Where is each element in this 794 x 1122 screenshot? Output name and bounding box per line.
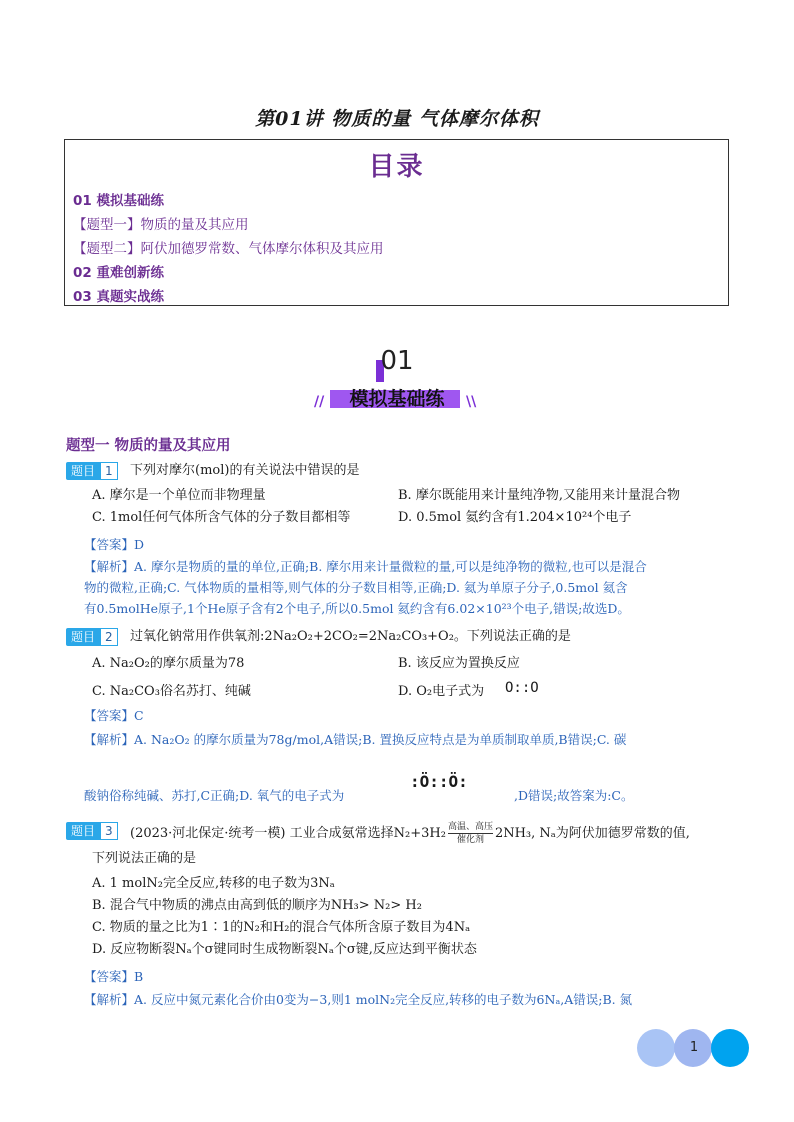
badge-number: 1 xyxy=(100,462,118,480)
toc-heading: 目录 xyxy=(368,152,425,182)
section-left-deco: // xyxy=(314,394,325,410)
question-badge xyxy=(66,822,118,840)
answer: 【答案】B xyxy=(84,969,144,984)
option-b: B. 混合气中物质的沸点由高到低的顺序为NH₃> N₂> H₂ xyxy=(92,898,422,913)
page-bubble-decor xyxy=(711,1029,749,1067)
option-c: C. 1mol任何气体所含气体的分子数目都相等 xyxy=(92,510,351,525)
option-d: D. O₂电子式为 xyxy=(398,684,485,699)
page-number: 1 xyxy=(689,1040,699,1055)
option-a: A. 1 molN₂完全反应,转移的电子数为3Nₐ xyxy=(92,876,335,891)
badge-label: 题目 xyxy=(66,822,100,840)
question-stem-line2: 下列说法正确的是 xyxy=(92,851,197,866)
option-c: C. Na₂CO₃俗名苏打、纯碱 xyxy=(92,684,251,699)
answer: 【答案】D xyxy=(84,537,145,552)
option-c: C. 物质的量之比为1∶1的N₂和H₂的混合气体所含原子数目为4Nₐ xyxy=(92,920,471,935)
option-d: D. 反应物断裂Nₐ个σ键同时生成物断裂Nₐ个σ键,反应达到平衡状态 xyxy=(92,942,477,957)
explanation-line: 【解析】A. Na₂O₂ 的摩尔质量为78g/mol,A错误;B. 置换反应特点是为单质制取单质,B错误;C. 碳 xyxy=(84,732,627,747)
option-b: B. 该反应为置换反应 xyxy=(398,656,520,671)
option-a: A. Na₂O₂的摩尔质量为78 xyxy=(92,656,245,671)
section-right-deco: \\ xyxy=(466,394,477,410)
badge-label: 题目 xyxy=(66,628,100,646)
answer: 【答案】C xyxy=(84,708,144,723)
table-of-contents xyxy=(64,139,729,306)
explanation-line: 酸钠俗称纯碱、苏打,C正确;D. 氧气的电子式为 xyxy=(84,788,345,803)
explanation-line: 【解析】A. 摩尔是物质的量的单位,正确;B. 摩尔用来计量微粒的量,可以是纯净物的微粒,也可以是混合 xyxy=(84,559,647,574)
toc-item[interactable]: 01 模拟基础练 xyxy=(73,193,164,209)
condition-arrow xyxy=(448,833,493,834)
badge-number: 3 xyxy=(100,822,118,840)
question-badge xyxy=(66,462,118,480)
reaction-condition xyxy=(448,822,493,845)
explanation-line: 有0.5molHe原子,1个He原子含有2个电子,所以0.5mol 氦约含有6.02×10²³个电子,错误;故选D。 xyxy=(84,601,630,616)
explanation-line: ,D错误;故答案为:C。 xyxy=(514,788,634,803)
explanation-line: 【解析】A. 反应中氮元素化合价由0变为−3,则1 molN₂完全反应,转移的电子数为6Nₐ,A错误;B. 氮 xyxy=(84,992,633,1007)
explanation-line: 物的微粒,正确;C. 气体物质的量相等,则气体的分子数目相等,正确;D. 氦为单原子分子,0.5mol 氦含 xyxy=(84,580,628,595)
page-title: 第01讲 物质的量 气体摩尔体积 xyxy=(255,108,539,130)
condition-top: 高温、高压 xyxy=(447,822,493,832)
badge-number: 2 xyxy=(100,628,118,646)
question-stem xyxy=(130,822,690,845)
stem-part: (2023·河北保定·统考一模) 工业合成氨常选择N₂+3H₂ xyxy=(130,826,446,841)
question-stem: 过氧化钠常用作供氧剂:2Na₂O₂+2CO₂=2Na₂CO₃+O₂。下列说法正确的是 xyxy=(130,629,571,644)
page-bubble-decor xyxy=(637,1029,675,1067)
toc-item[interactable]: 03 真题实战练 xyxy=(73,289,164,305)
toc-item[interactable]: 02 重难创新练 xyxy=(73,265,164,281)
section-number: 01 xyxy=(380,346,414,376)
option-b: B. 摩尔既能用来计量纯净物,又能用来计量混合物 xyxy=(398,488,680,503)
condition-bottom: 催化剂 xyxy=(456,835,484,845)
stem-part: 2NH₃, Nₐ为阿伏加德罗常数的值, xyxy=(494,826,690,841)
electron-formula: O::O xyxy=(505,680,539,696)
toc-item[interactable]: 【题型二】阿伏加德罗常数、气体摩尔体积及其应用 xyxy=(73,241,384,257)
badge-label: 题目 xyxy=(66,462,100,480)
option-d: D. 0.5mol 氦约含有1.204×10²⁴个电子 xyxy=(398,510,632,525)
section-title: 模拟基础练 xyxy=(349,388,445,410)
electron-formula: :Ö::Ö: xyxy=(410,772,468,791)
question-badge xyxy=(66,628,118,646)
option-a: A. 摩尔是一个单位而非物理量 xyxy=(92,488,266,503)
question-type-heading: 题型一 物质的量及其应用 xyxy=(66,438,231,454)
toc-item[interactable]: 【题型一】物质的量及其应用 xyxy=(73,217,249,233)
question-stem: 下列对摩尔(mol)的有关说法中错误的是 xyxy=(130,463,360,478)
